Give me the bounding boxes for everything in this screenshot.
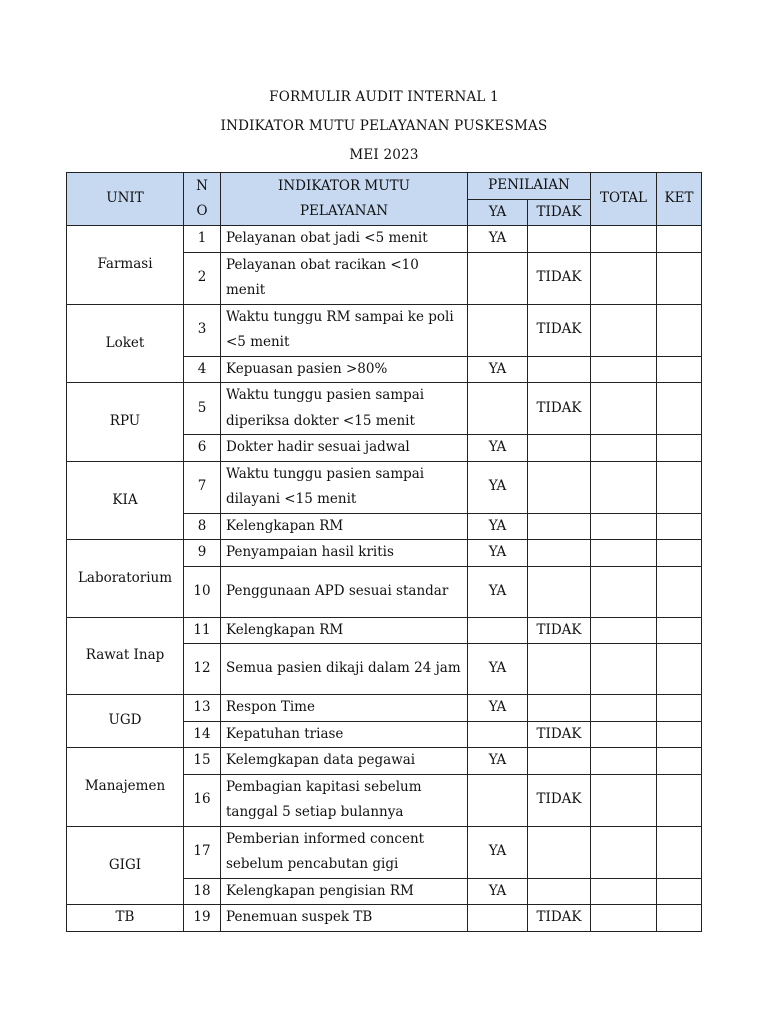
row-no: 15 [184,748,221,775]
row-total [591,540,657,567]
table-row [67,905,702,932]
row-indikator: Kelengkapan RM [221,617,468,644]
header-no: N O [184,173,221,226]
row-ket [657,774,702,826]
row-tidak: TIDAK [528,617,591,644]
row-ya [468,905,528,932]
unit-cell: RPU [67,383,184,462]
row-no: 11 [184,617,221,644]
row-total [591,905,657,932]
row-ket [657,540,702,567]
table-row [67,461,702,513]
row-ya [468,617,528,644]
table-row [67,226,702,253]
row-total [591,617,657,644]
row-total [591,461,657,513]
row-ket [657,748,702,775]
row-tidak [528,748,591,775]
row-indikator: Pemberian informed concent sebelum pencabutan gigi [221,826,468,878]
row-total [591,226,657,253]
unit-cell: Loket [67,304,184,383]
row-tidak [528,461,591,513]
table-row [67,748,702,775]
header-ya: YA [468,199,528,226]
row-indikator: Penggunaan APD sesuai standar [221,566,468,617]
row-tidak [528,644,591,695]
table-row [67,695,702,722]
row-total [591,383,657,435]
row-ya: YA [468,826,528,878]
row-tidak: TIDAK [528,304,591,356]
row-ya [468,383,528,435]
row-indikator: Kepuasan pasien >80% [221,356,468,383]
row-ket [657,461,702,513]
row-tidak: TIDAK [528,905,591,932]
row-indikator: Waktu tunggu RM sampai ke poli <5 menit [221,304,468,356]
table-row [67,383,702,435]
unit-cell: GIGI [67,826,184,905]
row-ya [468,304,528,356]
row-ket [657,435,702,462]
row-tidak [528,826,591,878]
header-tidak: TIDAK [528,199,591,226]
row-indikator: Penyampaian hasil kritis [221,540,468,567]
row-indikator: Respon Time [221,695,468,722]
row-total [591,513,657,540]
row-ya: YA [468,356,528,383]
row-ya: YA [468,748,528,775]
row-tidak: TIDAK [528,383,591,435]
row-total [591,695,657,722]
row-no: 9 [184,540,221,567]
row-no: 18 [184,878,221,905]
row-ya: YA [468,566,528,617]
row-total [591,644,657,695]
row-ya: YA [468,644,528,695]
row-ket [657,878,702,905]
row-total [591,721,657,748]
table-row [67,540,702,567]
unit-cell: UGD [67,695,184,748]
row-no: 3 [184,304,221,356]
audit-table [66,172,702,932]
row-indikator: Kelengkapan RM [221,513,468,540]
row-total [591,748,657,775]
row-no: 1 [184,226,221,253]
row-no: 5 [184,383,221,435]
unit-cell: Rawat Inap [67,617,184,695]
row-ya: YA [468,435,528,462]
row-no: 8 [184,513,221,540]
row-tidak [528,226,591,253]
unit-cell: Manajemen [67,748,184,827]
row-tidak [528,566,591,617]
row-no: 4 [184,356,221,383]
row-total [591,304,657,356]
form-subtitle: INDIKATOR MUTU PELAYANAN PUSKESMAS [220,118,548,134]
row-tidak [528,695,591,722]
header-penilaian: PENILAIAN [468,173,591,200]
row-ket [657,617,702,644]
row-indikator: Waktu tunggu pasien sampai diperiksa dokter <15 menit [221,383,468,435]
row-indikator: Waktu tunggu pasien sampai dilayani <15 menit [221,461,468,513]
row-indikator: Pelayanan obat jadi <5 menit [221,226,468,253]
row-ya: YA [468,695,528,722]
row-ket [657,226,702,253]
row-no: 6 [184,435,221,462]
form-period: MEI 2023 [349,147,419,163]
header-indikator: INDIKATOR MUTU PELAYANAN [221,173,468,226]
table-row [67,304,702,356]
unit-cell: KIA [67,461,184,540]
unit-cell: TB [67,905,184,932]
form-title: FORMULIR AUDIT INTERNAL 1 [269,89,499,105]
row-indikator: Kepatuhan triase [221,721,468,748]
row-indikator: Kelengkapan pengisian RM [221,878,468,905]
row-no: 10 [184,566,221,617]
header-ket: KET [657,173,702,226]
row-ya: YA [468,226,528,253]
unit-cell: Farmasi [67,226,184,305]
row-ket [657,905,702,932]
table-row [67,826,702,878]
row-no: 19 [184,905,221,932]
row-total [591,826,657,878]
row-tidak [528,356,591,383]
row-total [591,252,657,304]
row-ket [657,513,702,540]
row-ya [468,252,528,304]
row-ya [468,721,528,748]
row-ket [657,695,702,722]
row-no: 13 [184,695,221,722]
row-indikator: Kelemgkapan data pegawai [221,748,468,775]
row-ket [657,356,702,383]
row-tidak: TIDAK [528,252,591,304]
row-tidak: TIDAK [528,721,591,748]
row-ya: YA [468,540,528,567]
row-ket [657,566,702,617]
row-indikator: Semua pasien dikaji dalam 24 jam [221,644,468,695]
row-ket [657,826,702,878]
row-ket [657,383,702,435]
row-total [591,774,657,826]
row-ya [468,774,528,826]
row-ya: YA [468,513,528,540]
row-indikator: Pelayanan obat racikan <10 menit [221,252,468,304]
unit-cell: Laboratorium [67,540,184,618]
row-no: 12 [184,644,221,695]
row-no: 17 [184,826,221,878]
row-indikator: Dokter hadir sesuai jadwal [221,435,468,462]
row-ya: YA [468,461,528,513]
row-total [591,878,657,905]
header-total: TOTAL [591,173,657,226]
header-unit: UNIT [67,173,184,226]
row-tidak [528,540,591,567]
row-no: 14 [184,721,221,748]
row-no: 16 [184,774,221,826]
row-ket [657,304,702,356]
row-ket [657,252,702,304]
form-title-block [0,86,768,173]
row-indikator: Pembagian kapitasi sebelum tanggal 5 setiap bulannya [221,774,468,826]
row-no: 7 [184,461,221,513]
row-total [591,356,657,383]
table-row [67,617,702,644]
row-total [591,566,657,617]
row-tidak [528,513,591,540]
row-tidak [528,435,591,462]
row-ket [657,721,702,748]
row-indikator: Penemuan suspek TB [221,905,468,932]
row-ket [657,644,702,695]
row-tidak: TIDAK [528,774,591,826]
row-no: 2 [184,252,221,304]
row-ya: YA [468,878,528,905]
row-tidak [528,878,591,905]
row-total [591,435,657,462]
